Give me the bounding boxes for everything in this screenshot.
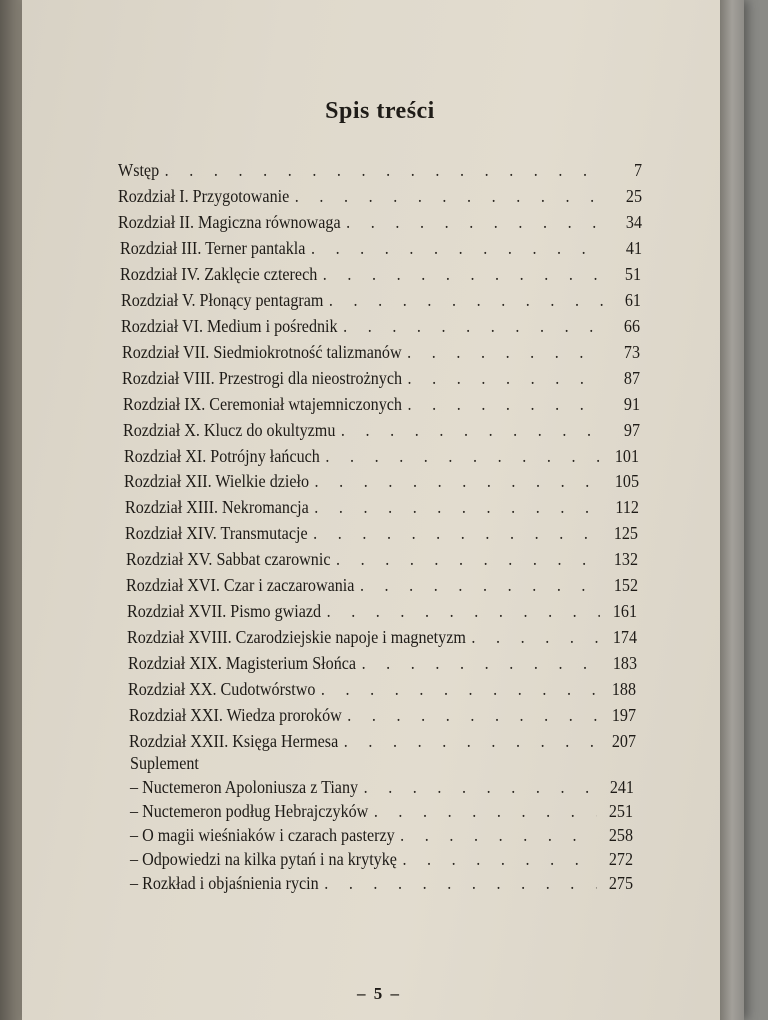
toc-entry xyxy=(124,444,639,468)
toc-entry xyxy=(127,599,637,623)
toc-entry-label: – O magii wieśniaków i czarach pasterzy xyxy=(130,825,395,845)
toc-entry-label: Rozdział XXII. Księga Hermesa xyxy=(129,731,339,751)
toc-leader-dots xyxy=(341,418,603,442)
toc-entry-page: 275 xyxy=(608,873,633,893)
toc-leader-dots xyxy=(344,729,599,753)
toc-entry xyxy=(123,418,640,442)
toc-entry-page: 34 xyxy=(625,212,642,232)
toc-entry-page: 87 xyxy=(623,368,640,388)
toc-entry xyxy=(124,469,639,493)
toc-entry-label: Rozdział VI. Medium i pośrednik xyxy=(121,316,338,336)
toc-leader-dots xyxy=(314,495,602,519)
toc-entry xyxy=(127,625,637,649)
toc-entry xyxy=(129,729,636,753)
toc-leader-dots xyxy=(311,236,605,260)
toc-entry xyxy=(126,547,638,571)
toc-entry-label: Rozdział IV. Zaklęcie czterech xyxy=(120,264,318,284)
toc-entry-label: Rozdział XIV. Transmutacje xyxy=(125,523,308,543)
toc-leader-dots xyxy=(408,366,604,390)
toc-entry-label: Suplement xyxy=(130,753,199,773)
toc-entry-page: 91 xyxy=(623,394,640,414)
toc-entry-label: Wstęp xyxy=(118,160,160,180)
toc-entry-page: 101 xyxy=(614,446,639,466)
toc-entry-page: 161 xyxy=(612,601,637,621)
toc-entry-page: 112 xyxy=(615,497,639,517)
toc-leader-dots xyxy=(400,823,596,847)
toc-leader-dots xyxy=(165,158,606,182)
toc-entry-page: 97 xyxy=(623,420,640,440)
toc-entry-page: 258 xyxy=(608,825,633,845)
toc-entry-page: 188 xyxy=(611,679,636,699)
toc-leader-dots xyxy=(343,314,603,338)
toc-entry xyxy=(130,847,633,871)
toc-leader-dots xyxy=(346,210,605,234)
toc-leader-dots xyxy=(295,184,605,208)
toc-leader-dots xyxy=(336,547,601,571)
toc-entry-page: 125 xyxy=(613,523,638,543)
toc-entry-page: 73 xyxy=(623,342,640,362)
toc-entry-page: 25 xyxy=(625,186,642,206)
toc-entry-label: – Nuctemeron podług Hebrajczyków xyxy=(130,801,369,821)
toc-entry-label: Rozdział XI. Potrójny łańcuch xyxy=(124,446,320,466)
toc-entry xyxy=(130,799,633,823)
toc-entry-label: Rozdział V. Płonący pentagram xyxy=(121,290,324,310)
toc-entry xyxy=(120,262,641,286)
toc-entry-label: – Rozkład i objaśnienia rycin xyxy=(130,873,319,893)
toc-entry xyxy=(126,573,638,597)
toc-entry-page: 207 xyxy=(611,731,636,751)
toc-entry-label: Rozdział III. Terner pantakla xyxy=(120,238,306,258)
toc-leader-dots xyxy=(471,625,600,649)
toc-entry xyxy=(128,651,637,675)
toc-entry xyxy=(122,340,640,364)
toc-leader-dots xyxy=(325,444,602,468)
page-title: Spis treści xyxy=(325,98,435,124)
toc-entry-page: 183 xyxy=(612,653,637,673)
toc-entry xyxy=(125,521,638,545)
toc-leader-dots xyxy=(324,871,596,895)
toc-leader-dots xyxy=(315,469,603,493)
toc-entry-label: – Nuctemeron Apoloniusza z Tiany xyxy=(130,777,359,797)
toc-entry-label: Rozdział XX. Cudotwórstwo xyxy=(128,679,316,699)
toc-entry-page: 197 xyxy=(611,705,636,725)
toc-entry-page: 66 xyxy=(623,316,640,336)
toc-entry-page: 174 xyxy=(612,627,637,647)
toc-leader-dots xyxy=(360,573,601,597)
toc-entry-label: Rozdział XIX. Magisterium Słońca xyxy=(128,653,357,673)
toc-entry-label: Rozdział I. Przygotowanie xyxy=(118,186,290,206)
toc-entry-label: Rozdział XVIII. Czarodziejskie napoje i magnetyzm xyxy=(127,627,466,647)
toc-entry-label: Rozdział X. Klucz do okultyzmu xyxy=(123,420,336,440)
toc-entry-page: 272 xyxy=(608,849,633,869)
toc-entry-label: Rozdział II. Magiczna równowaga xyxy=(118,212,341,232)
toc-entry xyxy=(130,775,634,799)
toc-entry xyxy=(123,392,640,416)
toc-leader-dots xyxy=(313,521,601,545)
toc-leader-dots xyxy=(364,775,598,799)
toc-leader-dots xyxy=(321,677,599,701)
toc-entry xyxy=(130,871,633,895)
toc-entry-label: Rozdział VII. Siedmiokrotność talizmanów xyxy=(122,342,402,362)
toc-entry-page: 132 xyxy=(613,549,638,569)
toc-entry xyxy=(118,184,642,208)
toc-entry xyxy=(122,366,640,390)
toc-entry xyxy=(129,703,636,727)
toc-entry-page: 51 xyxy=(624,264,641,284)
toc-entry-label: Rozdział XIII. Nekromancja xyxy=(125,497,309,517)
toc-entry xyxy=(118,210,642,234)
toc-leader-dots xyxy=(323,262,604,286)
toc-entry-label: Rozdział XII. Wielkie dzieło xyxy=(124,471,310,491)
toc-entry-label: Rozdział VIII. Przestrogi dla nieostrożnych xyxy=(122,368,403,388)
toc-entry-page: 251 xyxy=(608,801,633,821)
toc-leader-dots xyxy=(407,340,603,364)
toc-entry xyxy=(130,823,633,847)
toc-entry-page: 105 xyxy=(614,471,639,491)
page-number-footer: – 5 – xyxy=(357,984,401,1003)
toc-entry-page: 41 xyxy=(625,238,642,258)
toc-entry-page: 241 xyxy=(609,777,634,797)
toc-leader-dots xyxy=(327,599,601,623)
toc-entry-label: Rozdział XXI. Wiedza proroków xyxy=(129,705,342,725)
toc-entry-page: 7 xyxy=(633,160,642,180)
toc-entry-page: 61 xyxy=(624,290,641,310)
toc-leader-dots xyxy=(362,651,601,675)
toc-leader-dots xyxy=(329,288,604,312)
toc-entry xyxy=(120,236,642,260)
toc-entry-label: Rozdział XVI. Czar i zaczarowania xyxy=(126,575,355,595)
toc-entry-label: Rozdział IX. Ceremoniał wtajemniczonych xyxy=(123,394,402,414)
toc-entry xyxy=(118,158,642,182)
toc-leader-dots xyxy=(402,847,596,871)
toc-entry-label: Rozdział XV. Sabbat czarownic xyxy=(126,549,331,569)
toc-entry-label: – Odpowiedzi na kilka pytań i na krytykę xyxy=(130,849,397,869)
toc-leader-dots xyxy=(347,703,599,727)
toc-entry xyxy=(121,314,640,338)
toc-entry xyxy=(121,288,641,312)
toc-entry xyxy=(128,677,636,701)
toc-entry-page: 152 xyxy=(613,575,638,595)
toc-entry xyxy=(130,751,636,775)
toc-entry-label: Rozdział XVII. Pismo gwiazd xyxy=(127,601,322,621)
toc-entry xyxy=(125,495,639,519)
toc-leader-dots xyxy=(407,392,603,416)
toc-leader-dots xyxy=(374,799,596,823)
